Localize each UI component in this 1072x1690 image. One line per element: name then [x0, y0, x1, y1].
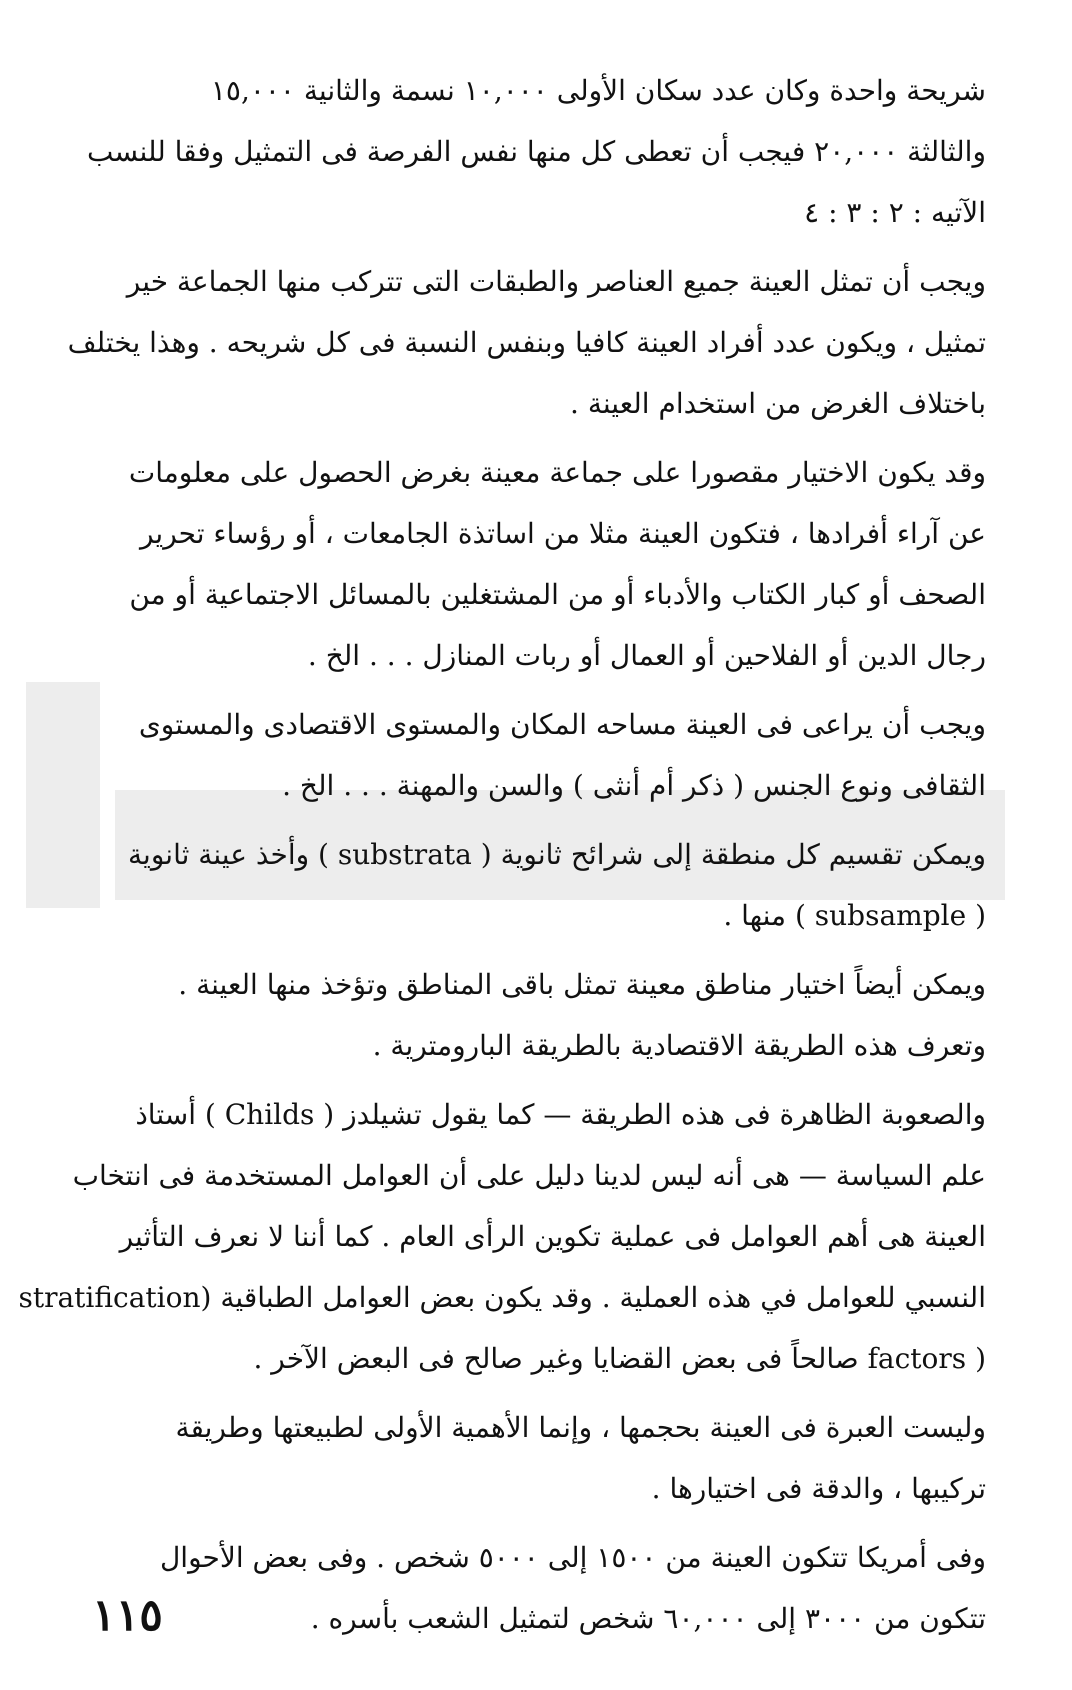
text-line: والصعوبة الظاهرة فى هذه الطريقة — كما يقول تشيلدز ( Childs ) أستاذ — [135, 1098, 986, 1131]
text-line: عن آراء أفرادها ، فتكون العينة مثلا من اساتذة الجامعات ، أو رؤساء تحرير — [139, 517, 986, 550]
text-line: ويمكن تقسيم كل منطقة إلى شرائح ثانوية ( substrata ) وأخذ عينة ثانوية — [128, 838, 986, 871]
paragraph-4 — [86, 694, 986, 816]
paragraph-6 — [86, 954, 986, 1076]
body-text — [18, 60, 986, 1657]
text-line: ويجب أن يراعى فى العينة مساحه المكان والمستوى الاقتصادى والمستوى — [138, 708, 986, 741]
text-line: شريحة واحدة وكان عدد سكان الأولى ١٠,٠٠٠ نسمة والثانية ١٥,٠٠٠ — [210, 74, 986, 107]
text-line: وتعرف هذه الطريقة الاقتصادية بالطريقة البارومترية . — [372, 1029, 986, 1062]
text-line: النسبي للعوامل في هذه العملية . وقد يكون بعض العوامل الطباقية (stratification — [18, 1281, 986, 1314]
page-number: ١١٥ — [92, 1590, 163, 1641]
text-line: تتكون من ٣٠٠٠ إلى ٦٠,٠٠٠ شخص لتمثيل الشعب بأسره . — [310, 1602, 986, 1635]
text-line: ويجب أن تمثل العينة جميع العناصر والطبقات التى تتركب منها الجماعة خير — [126, 265, 986, 298]
text-line: تمثيل ، ويكون عدد أفراد العينة كافيا وبنفس النسبة فى كل شريحه . وهذا يختلف — [67, 326, 986, 359]
paragraph-2 — [67, 251, 986, 434]
text-line: العينة هى أهم العوامل فى عملية تكوين الرأى العام . كما أننا لا نعرف التأثير — [119, 1220, 986, 1253]
paragraph-1 — [86, 60, 986, 243]
text-line: والثالثة ٢٠,٠٠٠ فيجب أن تعطى كل منها نفس الفرصة فى التمثيل وفقا للنسب — [87, 135, 986, 168]
text-line: علم السياسة — هى أنه ليس لدينا دليل على أن العوامل المستخدمة فى انتخاب — [72, 1159, 986, 1192]
text-line: ( subsample ) منها . — [723, 899, 986, 932]
text-line: باختلاف الغرض من استخدام العينة . — [570, 387, 986, 420]
text-line: ويمكن أيضاً اختيار مناطق معينة تمثل باقى المناطق وتؤخذ منها العينة . — [178, 968, 986, 1001]
paragraph-8 — [86, 1397, 986, 1519]
paragraph-3 — [86, 442, 986, 686]
text-line: وقد يكون الاختيار مقصورا على جماعة معينة بغرض الحصول على معلومات — [128, 456, 986, 489]
paragraph-5 — [86, 824, 986, 946]
text-line: الثقافى ونوع الجنس ( ذكر أم أنثى ) والسن والمهنة . . . الخ . — [282, 769, 986, 802]
paragraph-9 — [86, 1527, 986, 1649]
text-line: وليست العبرة فى العينة بحجمها ، وإنما الأهمية الأولى لطبيعتها وطريقة — [175, 1411, 986, 1444]
text-line: تركيبها ، والدقة فى اختيارها . — [651, 1472, 986, 1505]
text-line: الآتيه : ٢ : ٣ : ٤ — [804, 196, 986, 229]
text-line: الصحف أو كبار الكتاب والأدباء أو من المشتغلين بالمسائل الاجتماعية أو من — [129, 578, 986, 611]
paragraph-7 — [18, 1084, 986, 1389]
text-line: وفى أمريكا تتكون العينة من ١٥٠٠ إلى ٥٠٠٠ شخص . وفى بعض الأحوال — [159, 1541, 986, 1574]
text-line: ( factors صالحاً فى بعض القضايا وغير صالح فى البعض الآخر . — [253, 1342, 986, 1375]
text-line: رجال الدين أو الفلاحين أو العمال أو ربات المنازل . . . الخ . — [307, 639, 986, 672]
